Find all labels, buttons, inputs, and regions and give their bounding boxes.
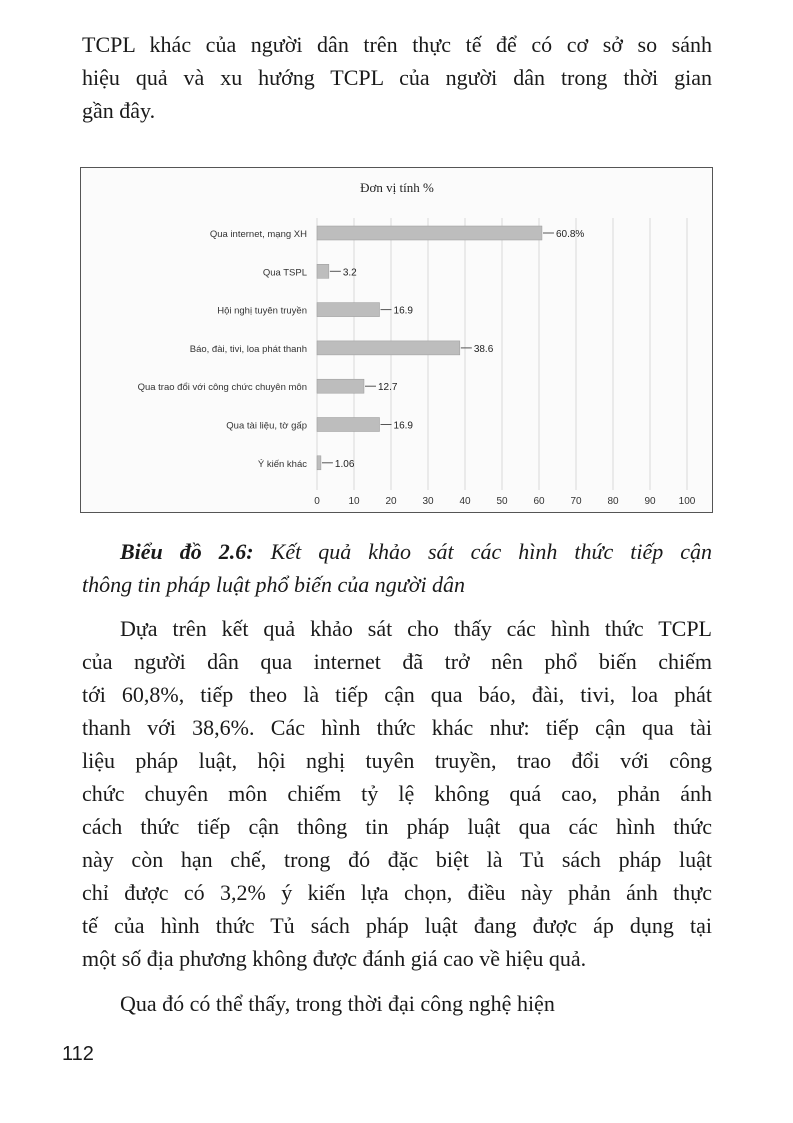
paragraph2-line: một số địa phương không được đánh giá cao về hiệu quả. [82, 946, 587, 971]
data-label: 16.9 [393, 305, 413, 317]
data-label: 16.9 [393, 420, 413, 432]
x-tick-label: 50 [496, 496, 508, 507]
category-label: Báo, đài, tivi, loa phát thanh [189, 343, 307, 355]
category-label: Qua tài liệu, tờ gấp [226, 420, 307, 432]
x-tick-label: 60 [533, 496, 545, 507]
x-tick-label: 40 [459, 496, 471, 507]
x-tick-label: 0 [314, 496, 320, 507]
x-tick-label: 10 [348, 496, 360, 507]
bar [317, 303, 380, 317]
bar-chart [80, 167, 713, 513]
category-label: Ý kiến khác [257, 458, 307, 470]
figure-caption-label: Biểu đồ 2.6: [120, 539, 254, 564]
paragraph2-line: liệu pháp luật, hội nghị tuyên truyền, trao đổi với công [82, 748, 712, 773]
x-tick-label: 80 [607, 496, 619, 507]
data-label: 60.8% [555, 229, 585, 240]
data-label: 1.06 [334, 458, 355, 470]
figure-caption-text: Kết quả khảo sát các hình thức tiếp cận [253, 539, 712, 564]
chart-title: Đơn vị tính % [360, 180, 434, 195]
x-tick-label: 20 [385, 496, 397, 507]
bar [317, 341, 460, 355]
bar [317, 379, 364, 393]
top_paragraph-line: gần đây. [82, 98, 156, 123]
paragraph3-line: Qua đó có thể thấy, trong thời đại công nghệ hiện [120, 991, 555, 1016]
data-label: 12.7 [377, 382, 398, 394]
bar [317, 264, 329, 278]
paragraph2-line: này còn hạn chế, trong đó đặc biệt là Tủ sách pháp luật [82, 847, 712, 872]
x-tick-label: 100 [678, 496, 696, 507]
paragraph2-line: chức chuyên môn chiếm tỷ lệ không quá cao, phản ánh [82, 781, 712, 806]
x-tick-label: 70 [570, 496, 582, 507]
paragraph2-line: của người dân qua internet đã trở nên phổ biến chiếm [82, 649, 712, 674]
figure-caption-line-1 [82, 535, 712, 568]
top_paragraph-line: TCPL khác của người dân trên thực tế để có cơ sở so sánh [82, 32, 712, 57]
bar [317, 226, 542, 240]
data-label: 38.6 [473, 343, 494, 355]
paragraph2-line: thanh với 38,6%. Các hình thức khác như: tiếp cận qua tài [82, 715, 712, 740]
figure-caption-line-2: thông tin pháp luật phổ biến của người dân [82, 572, 466, 597]
paragraph2-line: tới 60,8%, tiếp theo là tiếp cận qua báo, đài, tivi, loa phát [82, 682, 712, 707]
paragraph2-line: Dựa trên kết quả khảo sát cho thấy các hình thức TCPL [120, 616, 712, 641]
category-label: Hội nghị tuyên truyền [217, 305, 307, 317]
paragraph2-line: chỉ được có 3,2% ý kiến lựa chọn, điều này phản ánh thực [82, 880, 712, 905]
bar [317, 418, 380, 432]
chart-svg [81, 168, 714, 514]
page-number: 112 [62, 1043, 94, 1065]
bar [317, 456, 321, 470]
x-tick-label: 90 [644, 496, 656, 507]
data-label: 3.2 [342, 267, 357, 279]
x-tick-label: 30 [422, 496, 434, 507]
paragraph2-line: tế của hình thức Tủ sách pháp luật đang được áp dụng tại [82, 913, 712, 938]
paragraph2-line: cách thức tiếp cận thông tin pháp luật qua các hình thức [82, 814, 712, 839]
top_paragraph-line: hiệu quả và xu hướng TCPL của người dân trong thời gian [82, 65, 712, 90]
category-label: Qua trao đổi với công chức chuyên môn [137, 382, 307, 394]
category-label: Qua internet, mạng XH [209, 229, 307, 240]
category-label: Qua TSPL [262, 267, 307, 279]
